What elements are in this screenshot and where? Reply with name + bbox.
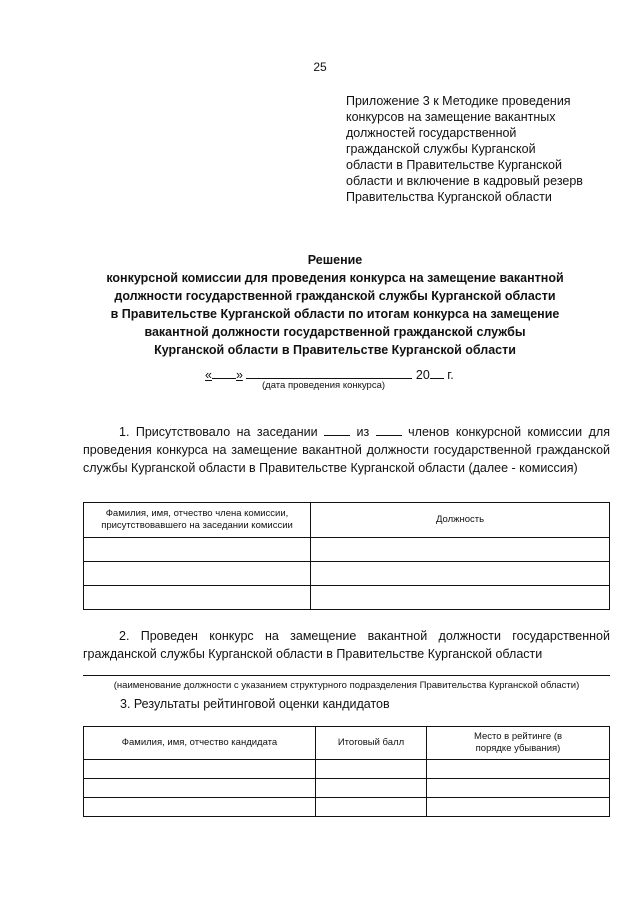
table-row <box>84 586 610 610</box>
table-header: Место в рейтинге (в порядке убывания) <box>427 727 610 760</box>
table-cell[interactable] <box>84 779 316 798</box>
table-row <box>84 562 610 586</box>
title-line: Решение <box>307 253 363 267</box>
page-number: 25 <box>313 60 327 74</box>
year-blank <box>430 366 444 379</box>
table-header: Фамилия, имя, отчество кандидата <box>84 727 316 760</box>
total-count-blank <box>376 423 402 436</box>
table-row <box>84 760 610 779</box>
title-line: конкурсной комиссии для проведения конкурса на замещение вакантной <box>106 271 564 285</box>
title-line: Курганской области в Правительстве Курганской области <box>154 343 516 357</box>
table-cell[interactable] <box>311 586 610 610</box>
section-1-part-b: из <box>356 425 370 439</box>
date-close-quote: » <box>235 368 243 382</box>
table-cell[interactable] <box>84 798 316 817</box>
appendix-line: Приложение 3 к Методике проведения <box>346 94 571 108</box>
table-cell[interactable] <box>84 538 311 562</box>
date-caption: (дата проведения конкурса) <box>262 380 386 391</box>
table-cell[interactable] <box>316 760 427 779</box>
year-suffix: г. <box>447 368 454 382</box>
position-name-line <box>83 675 610 676</box>
position-caption: (наименование должности с указанием структурного подразделения Правительства Курганской области) <box>113 680 580 691</box>
appendix-line: конкурсов на замещение вакантных <box>346 110 556 124</box>
table-header: Итоговый балл <box>316 727 427 760</box>
table-header-row <box>84 727 610 760</box>
section-3-heading: 3. Результаты рейтинговой оценки кандидатов <box>120 697 390 711</box>
table-cell[interactable] <box>84 562 311 586</box>
table-cell[interactable] <box>311 562 610 586</box>
table-cell[interactable] <box>427 798 610 817</box>
table-header: Должность <box>311 503 610 538</box>
title-line: должности государственной гражданской службы Курганской области <box>114 289 556 303</box>
table-row <box>84 798 610 817</box>
table-header-row <box>84 503 610 538</box>
table-header: Фамилия, имя, отчество члена комиссии, присутствовавшего на заседании комиссии <box>84 503 311 538</box>
table-cell[interactable] <box>427 779 610 798</box>
appendix-line: должностей государственной <box>346 126 517 140</box>
table-cell[interactable] <box>316 798 427 817</box>
month-blank <box>246 366 412 379</box>
section-1-text <box>83 423 610 477</box>
table-row <box>84 779 610 798</box>
day-blank <box>212 366 236 379</box>
table-cell[interactable] <box>316 779 427 798</box>
document-title <box>70 251 600 359</box>
appendix-note <box>346 93 616 205</box>
present-count-blank <box>324 423 350 436</box>
candidate-rating-table <box>83 726 610 817</box>
table-cell[interactable] <box>427 760 610 779</box>
table-cell[interactable] <box>84 760 316 779</box>
appendix-line: гражданской службы Курганской <box>346 142 536 156</box>
title-line: в Правительстве Курганской области по итогам конкурса на замещение <box>110 307 560 321</box>
year-prefix: 20 <box>415 368 430 382</box>
title-line: вакантной должности государственной гражданской службы <box>144 325 526 339</box>
appendix-line: области и включение в кадровый резерв <box>346 174 583 188</box>
table-cell[interactable] <box>311 538 610 562</box>
section-2-text: 2. Проведен конкурс на замещение вакантной должности государственной гражданской службы Курганской области в Правительстве Курганской области <box>83 629 610 661</box>
appendix-line: области в Правительстве Курганской <box>346 158 562 172</box>
table-cell[interactable] <box>84 586 311 610</box>
section-1-part-a: 1. Присутствовало на заседании <box>119 425 318 439</box>
appendix-line: Правительства Курганской области <box>346 190 552 204</box>
table-row <box>84 538 610 562</box>
section-1-part-c: членов конкурсной комиссии для проведения конкурса на замещение вакантной должности государственной гражданской службы Курганской области в Правительстве Курганской области (далее - комиссия) <box>83 425 610 475</box>
date-open-quote: « <box>205 368 212 382</box>
commission-members-table <box>83 502 610 610</box>
